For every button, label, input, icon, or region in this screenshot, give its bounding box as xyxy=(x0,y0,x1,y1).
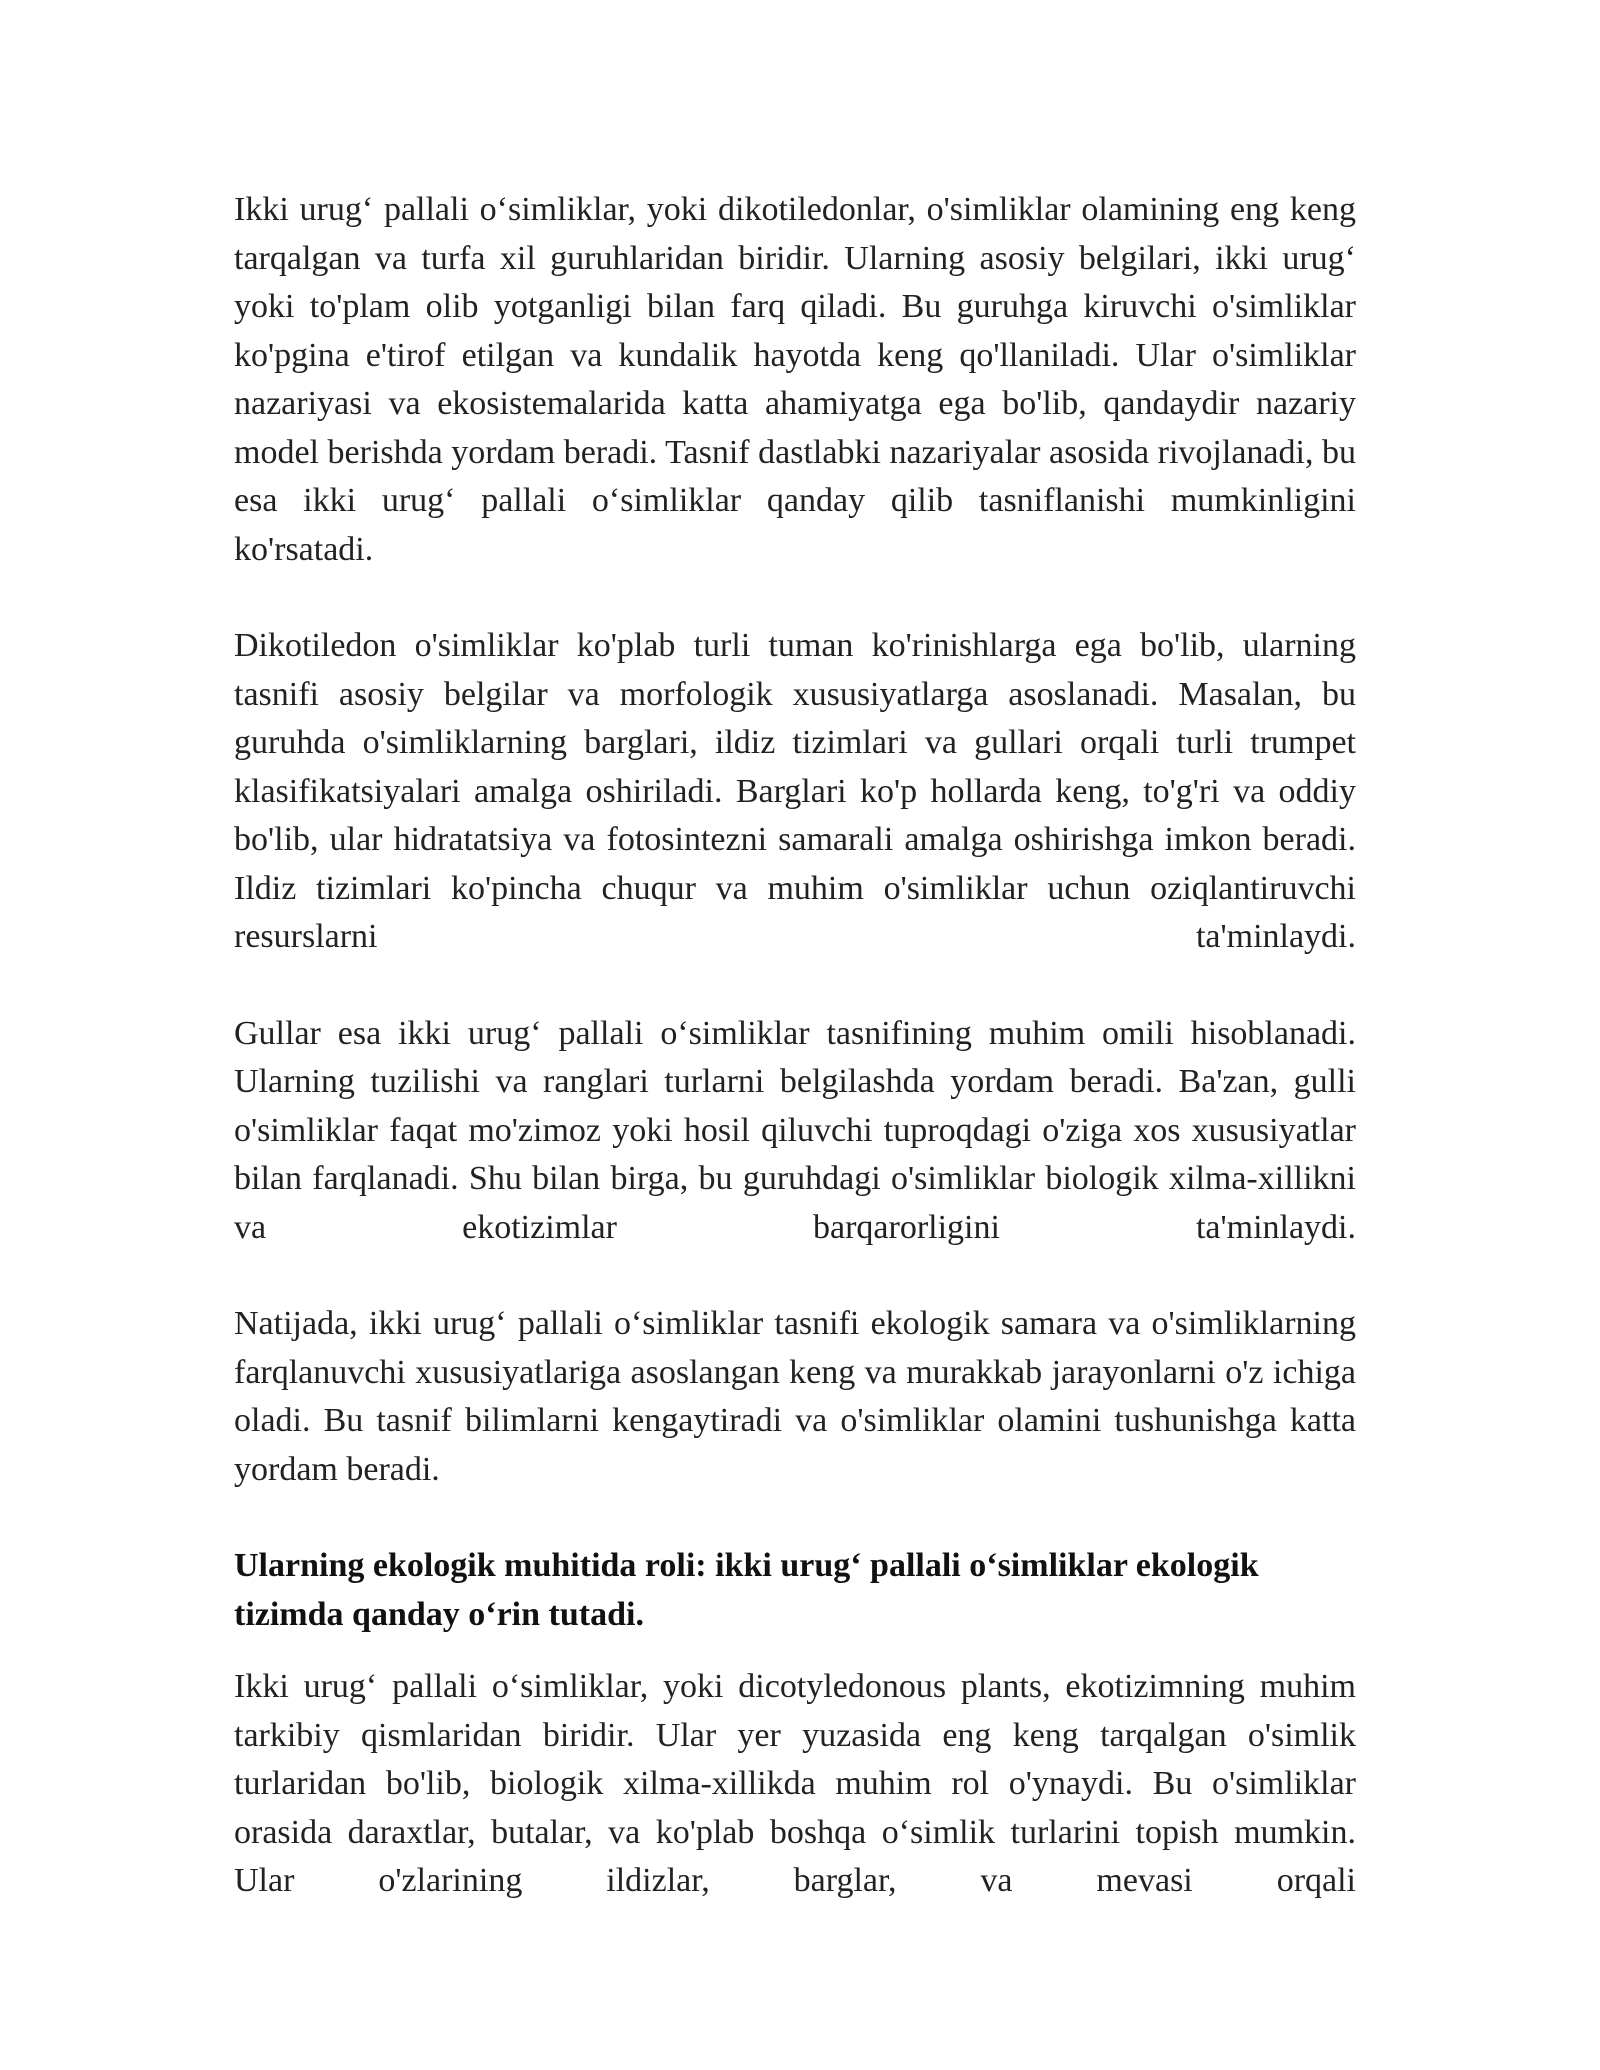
paragraph-intro: Ikki urug‘ pallali o‘simliklar, yoki dikotiledonlar, o'simliklar olamining eng keng tarqalgan va turfa xil guruhlaridan biridir. Ularning asosiy belgilari, ikki urug‘ yoki to'plam olib yotganligi bilan farq qiladi. Bu guruhga kiruvchi o'simliklar ko'pgina e'tirof etilgan va kundalik hayotda keng qo'llaniladi. Ular o'simliklar nazariyasi va ekosistemalarida katta ahamiyatga ega bo'lib, qandaydir nazariy model berishda yordam beradi. Tasnif dastlabki nazariyalar asosida rivojlanadi, bu esa ikki urug‘ pallali o‘simliklar qanday qilib tasniflanishi mumkinligini ko'rsatadi. xyxy=(234,191,1356,568)
section-heading: Ularning ekologik muhitida roli: ikki urug‘ pallali o‘simliklar ekologik tizimda qanday o‘rin tutadi. xyxy=(234,1547,1259,1633)
paragraph-conclusion: Natijada, ikki urug‘ pallali o‘simliklar tasnifi ekologik samara va o'simliklarning farqlanuvchi xususiyatlariga asoslangan keng va murakkab jarayonlarni o'z ichiga oladi. Bu tasnif bilimlarni kengaytiradi va o'simliklar olamini tushunishga katta yordam beradi. xyxy=(234,1305,1356,1488)
paragraph-flowers: Gullar esa ikki urug‘ pallali o‘simliklar tasnifining muhim omili hisoblanadi. Ularning tuzilishi va ranglari turlarni belgilashda yordam beradi. Ba'zan, gulli o'simliklar faqat mo'zimoz yoki hosil qiluvchi tuproqdagi o'ziga xos xususiyatlar bilan farqlanadi. Shu bilan birga, bu guruhdagi o'simliklar biologik xilma-xillikni va ekotizimlar barqarorligini ta'minlaydi. xyxy=(234,1014,1356,1246)
document-body xyxy=(234,186,1356,1906)
paragraph-morphology: Dikotiledon o'simliklar ko'plab turli tuman ko'rinishlarga ega bo'lib, ularning tasnifi asosiy belgilar va morfologik xususiyatlarga asoslanadi. Masalan, bu guruhda o'simliklarning barglari, ildiz tizimlari va gullari orqali turli trumpet klasifikatsiyalari amalga oshiriladi. Barglari ko'p hollarda keng, to'g'ri va oddiy bo'lib, ular hidratatsiya va fotosintezni samarali amalga oshirishga imkon beradi. Ildiz tizimlari ko'pincha chuqur va muhim o'simliklar uchun oziqlantiruvchi resurslarni ta'minlaydi. xyxy=(234,627,1356,955)
paragraph-ecology: Ikki urug‘ pallali o‘simliklar, yoki dicotyledonous plants, ekotizimning muhim tarkibiy qismlaridan biridir. Ular yer yuzasida eng keng tarqalgan o'simlik turlaridan bo'lib, biologik xilma-xillikda muhim rol o'ynaydi. Bu o'simliklar orasida daraxtlar, butalar, va ko'plab boshqa o‘simlik turlarini topish mumkin. Ular o'zlarining ildizlar, barglar, va mevasi orqali xyxy=(234,1668,1356,1899)
